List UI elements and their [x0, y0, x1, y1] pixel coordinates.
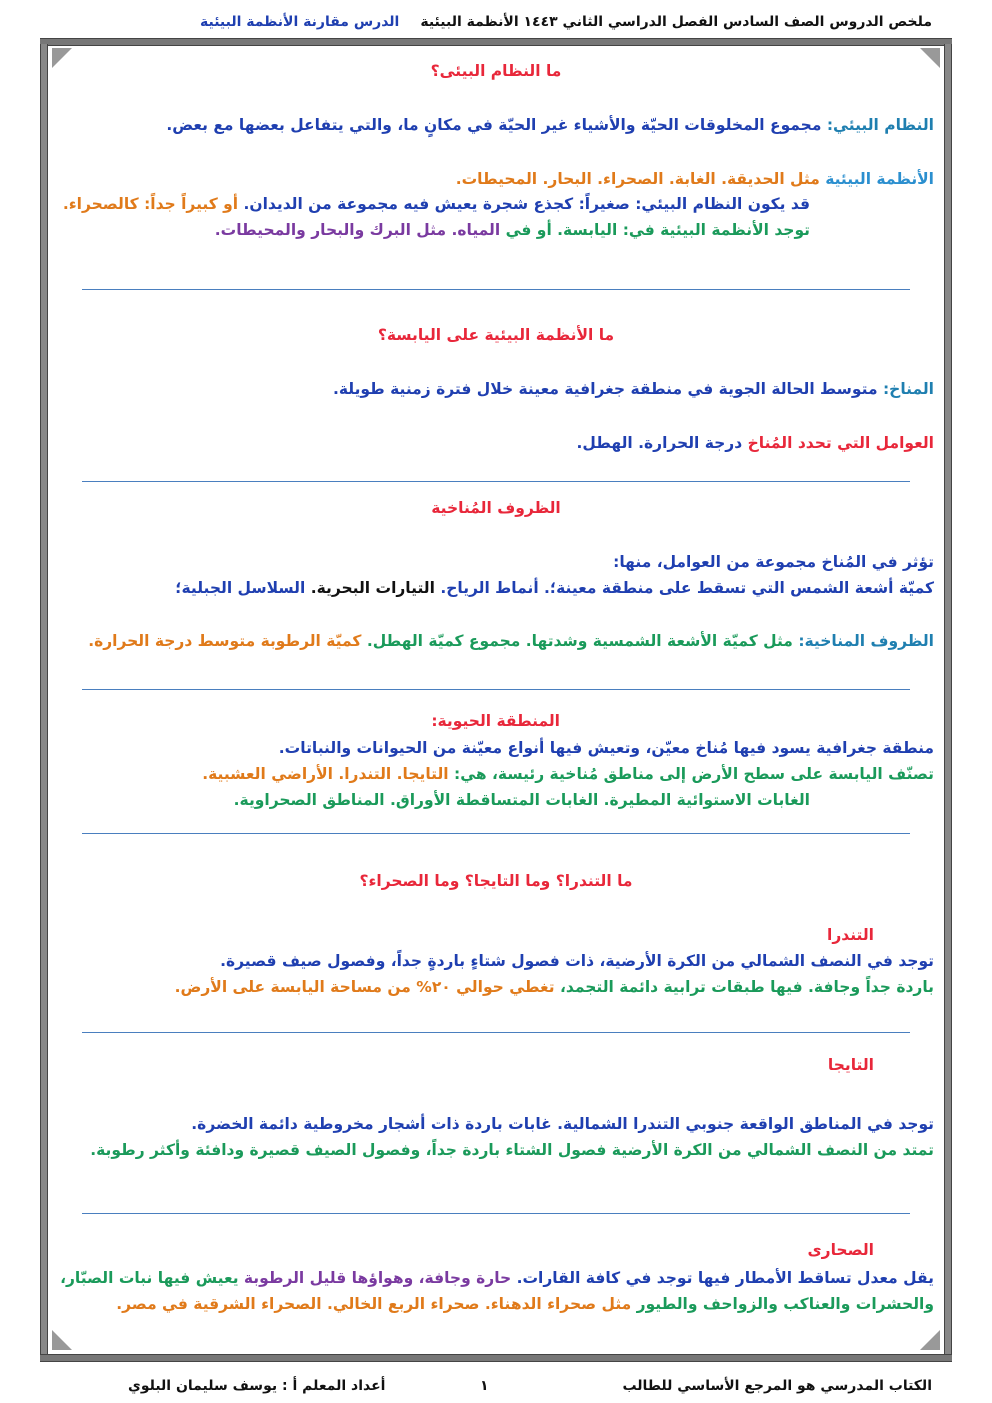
tundra-description-2	[175, 976, 934, 998]
climate-influences-intro: تؤثر في المُناخ مجموعة من العوامل، منها:	[613, 553, 934, 571]
section-divider	[82, 689, 910, 690]
conditions-radiation: مثل كميّة الأشعة الشمسية وشدتها.	[525, 632, 799, 650]
climate-definition	[333, 378, 934, 400]
tundra-description-1: توجد في النصف الشمالي من الكرة الأرضية، ذات فصول شتاءٍ باردةٍ جداً، وفصول صيف قصيرة.	[220, 952, 934, 970]
locations-land: توجد الأنظمة البيئية في: اليابسة. أو في	[500, 221, 810, 239]
section-divider	[82, 833, 910, 834]
examples-label: الأنظمة البيئية	[825, 170, 934, 188]
classification-list-2: الغابات الاستوائية المطيرة. الغابات المتساقطة الأوراق. المناطق الصحراوية.	[233, 791, 810, 809]
section-divider	[82, 289, 910, 290]
taiga-description-2: تمتد من النصف الشمالي من الكرة الأرضية فصول الشتاء باردة جداً، وفصول الصيف قصيرة ودافئة وأكثر رطوبة.	[90, 1141, 934, 1159]
classification-list-1: التايجا. التندرا. الأراضي العشبية.	[202, 765, 449, 783]
frame-left-border	[40, 44, 48, 1354]
biome-classification	[202, 763, 934, 785]
conditions-humidity: كميّة الرطوبة	[260, 632, 367, 650]
header-lesson-title: الدرس مقارنة الأنظمة البيئية	[200, 14, 400, 30]
section-title-land-ecosystems: ما الأنظمة البيئية على اليابسة؟	[377, 326, 615, 344]
climate-text: متوسط الحالة الجوية في منطقة جغرافية معينة خلال فترة زمنية طويلة.	[332, 380, 883, 398]
ecosystem-examples	[456, 168, 934, 190]
tundra-coverage: تغطي حوالي ٢٠% من مساحة اليابسة على الأرض.	[174, 978, 560, 996]
footer-page-number: ١	[480, 1378, 489, 1394]
frame-bottom-border	[40, 1354, 952, 1362]
influence-currents: التيارات البحرية.	[310, 579, 441, 597]
definition-label: النظام البيئي:	[826, 116, 934, 134]
section-title-biome: المنطقة الحيوية:	[431, 712, 560, 730]
climate-influences-list	[175, 577, 934, 599]
header-course-info: ملخص الدروس الصف السادس الفصل الدراسي الثاني ١٤٤٣ الأنظمة البيئية	[420, 14, 932, 30]
section-divider	[82, 481, 910, 482]
climate-conditions-list	[88, 630, 934, 652]
examples-text: مثل الحديقة. الغابة. الصحراء. البحار. المحيطات.	[455, 170, 826, 188]
influence-mountains: السلاسل الجبلية؛	[175, 579, 311, 597]
influence-sun-wind: كميّة أشعة الشمس التي تسقط على منطقة معينة؛. أنماط الرياح.	[440, 579, 934, 597]
classification-intro: تصنّف اليابسة على سطح الأرض إلى مناطق مُناخية رئيسة، هي:	[448, 765, 934, 783]
conditions-precipitation: مجموع كميّة الهطل.	[366, 632, 526, 650]
climate-factors	[577, 432, 934, 454]
desert-climate: حارة وجافة، وهواؤها قليل الرطوبة	[243, 1269, 517, 1287]
size-text-small: قد يكون النظام البيئي: صغيراً: كجذع شجرة يعيش فيه مجموعة من الديدان.	[243, 195, 810, 213]
taiga-description-1: توجد في المناطق الواقعة جنوبي التندرا الشمالية. غابات باردة ذات أشجار مخروطية دائمة الخضرة.	[191, 1115, 934, 1133]
frame-top-border	[40, 38, 952, 46]
tundra-title: التندرا	[827, 926, 874, 944]
frame-right-border	[944, 44, 952, 1354]
taiga-title: التايجا	[827, 1056, 874, 1074]
desert-description-1	[60, 1267, 934, 1289]
factors-label: العوامل التي تحدد المُناخ	[747, 434, 934, 452]
desert-description-2	[116, 1293, 934, 1315]
section-divider	[82, 1213, 910, 1214]
footer-teacher-credit: أعداد المعلم أ : يوسف سليمان البلوي	[128, 1378, 386, 1394]
definition-text: مجموع المخلوقات الحيّة والأشياء غير الحيّة في مكانٍ ما، والتي يتفاعل بعضها مع بعض.	[166, 116, 827, 134]
conditions-label: الظروف المناخية:	[798, 632, 934, 650]
locations-water: المياه. مثل البرك والبحار والمحيطات.	[214, 221, 501, 239]
size-text-large: أو كبيراً جداً: كالصحراء.	[62, 195, 244, 213]
section-title-climate-conditions: الظروف المُناخية	[431, 499, 561, 517]
ecosystem-definition	[166, 114, 934, 136]
desert-animals: والحشرات والعناكب والزواحف والطيور	[636, 1295, 934, 1313]
conditions-temperature: متوسط درجة الحرارة.	[88, 632, 261, 650]
section-title-biome-types: ما التندرا؟ وما التايجا؟ وما الصحراء؟	[359, 872, 633, 890]
desert-rain-location: يقل معدل تساقط الأمطار فيها توجد في كافة القارات.	[516, 1269, 934, 1287]
climate-label: المناخ:	[882, 380, 934, 398]
corner-decoration	[52, 1330, 72, 1350]
section-title-ecosystem: ما النظام البيئى؟	[430, 62, 562, 80]
desert-title: الصحارى	[807, 1241, 874, 1259]
factors-text: درجة الحرارة. الهطل.	[576, 434, 748, 452]
page-header	[0, 8, 992, 34]
tundra-climate: باردة جداً وجافة. فيها طبقات ترابية دائمة التجمد،	[559, 978, 934, 996]
biome-definition: منطقة جغرافية يسود فيها مُناخ معيّن، وتعيش فيها أنواع معيّنة من الحيوانات والنباتات.	[278, 739, 934, 757]
ecosystem-size	[63, 193, 810, 215]
ecosystem-locations	[215, 219, 810, 241]
corner-decoration	[920, 1330, 940, 1350]
desert-plants: يعيش فيها نبات الصبّار،	[60, 1269, 244, 1287]
footer-textbook-note: الكتاب المدرسي هو المرجع الأساسي للطالب	[622, 1378, 932, 1394]
desert-examples: مثل صحراء الدهناء. صحراء الربع الخالي. الصحراء الشرقية في مصر.	[116, 1295, 637, 1313]
section-divider	[82, 1032, 910, 1033]
